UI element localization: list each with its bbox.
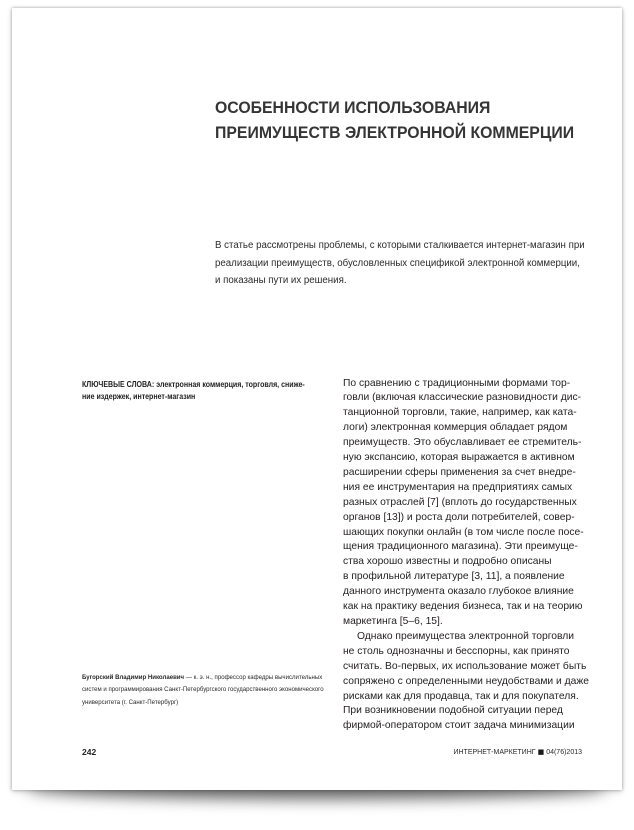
body-text-line: сопряжено с определенными неудобствами и даже [343, 675, 589, 687]
body-text-line: разных отраслей [7] (вплоть до государственных [343, 496, 577, 508]
body-text-line: щения традиционного магазина). Эти преимуще- [343, 541, 578, 553]
body-text-line: ства хорошо известны и подробно описаны [343, 556, 552, 568]
body-text-line: данного инструмента оказало глубокое влияние [343, 586, 574, 598]
abstract-line: и показаны пути их решения. [215, 275, 347, 286]
title-line: ОСОБЕННОСТИ ИСПОЛЬЗОВАНИЯ [215, 98, 491, 117]
body-text-line: При возникновении подобной ситуации перед [343, 705, 563, 717]
author-degree: — к. э. н., профессор кафедры вычислительных [185, 673, 323, 681]
abstract-line: реализации преимуществ, обусловленных спецификой электронной коммерции, [215, 257, 580, 269]
paragraph-first-line: Однако преимущества электронной торговли [357, 630, 574, 642]
journal-page [12, 8, 622, 790]
body-text-line: фирмой-оператором стоит задача минимизации [343, 720, 575, 732]
body-text-line: танционной торговли, такие, например, как ката- [343, 407, 577, 419]
keywords-block [82, 379, 305, 403]
body-text-line: органов [13]) и роста доли потребителей, совер- [343, 511, 575, 523]
running-footer [453, 746, 582, 759]
body-text-line: шающих покупки онлайн (в том числе после посе- [343, 526, 584, 538]
article-abstract [215, 237, 585, 290]
square-separator-icon: ■ [537, 748, 545, 756]
keywords-text: электронная коммерция, торговля, сниже- [156, 380, 305, 389]
keywords-line: ние издержек, интернет-магазин [82, 392, 196, 401]
body-text-line: маркетинга [5–6, 15]. [343, 616, 443, 627]
body-text-line: как на практику ведения бизнеса, так и на теорию [343, 601, 583, 613]
keywords-line [82, 379, 305, 391]
body-text-line: преимуществ. Это обуславливает ее стремитель- [343, 437, 582, 449]
title-line: ПРЕИМУЩЕСТВ ЭЛЕКТРОННОЙ КОММЕРЦИИ [215, 123, 575, 142]
page-number: 242 [82, 747, 97, 757]
journal-name: ИНТЕРНЕТ-МАРКЕТИНГ [453, 749, 536, 756]
body-text-line: ную экспансию, которая выражается в активном [343, 452, 575, 464]
body-text-line: ния ее инструментария на предприятиях самых [343, 481, 573, 493]
body-text-line: говли (включая классические разновидности дис- [343, 392, 582, 404]
keywords-label: КЛЮЧЕВЫЕ СЛОВА: [82, 380, 155, 389]
issue-number: 04(76)2013 [546, 749, 582, 756]
author-line [82, 672, 324, 685]
article-title [215, 95, 574, 145]
body-text-line: расширении сферы применения за счет внедре- [343, 466, 576, 478]
body-text-line: рисками как для продавца, так и для покупателя. [343, 690, 579, 702]
body-text-line: в профильной литературе [3, 11], а появление [343, 571, 565, 583]
body-text-line: считать. Во-первых, их использование может быть [343, 660, 587, 672]
body-text-line: не столь однозначны и бесспорны, как принято [343, 645, 570, 657]
author-affiliation-line: университета (г. Санкт-Петербург) [82, 698, 179, 706]
author-name: Бугорский Владимир Николаевич [82, 673, 185, 681]
body-text-column [343, 377, 589, 735]
body-text-line: логи) электронная коммерция обладает рядом [343, 422, 568, 434]
body-text-line: По сравнению с традиционными формами тор- [343, 377, 571, 389]
author-info [82, 672, 324, 710]
abstract-line: В статье рассмотрены проблемы, с которыми сталкивается интернет-магазин при [215, 240, 585, 251]
author-affiliation-line: систем и программирования Санкт-Петербургского государственного экономического [82, 686, 324, 693]
